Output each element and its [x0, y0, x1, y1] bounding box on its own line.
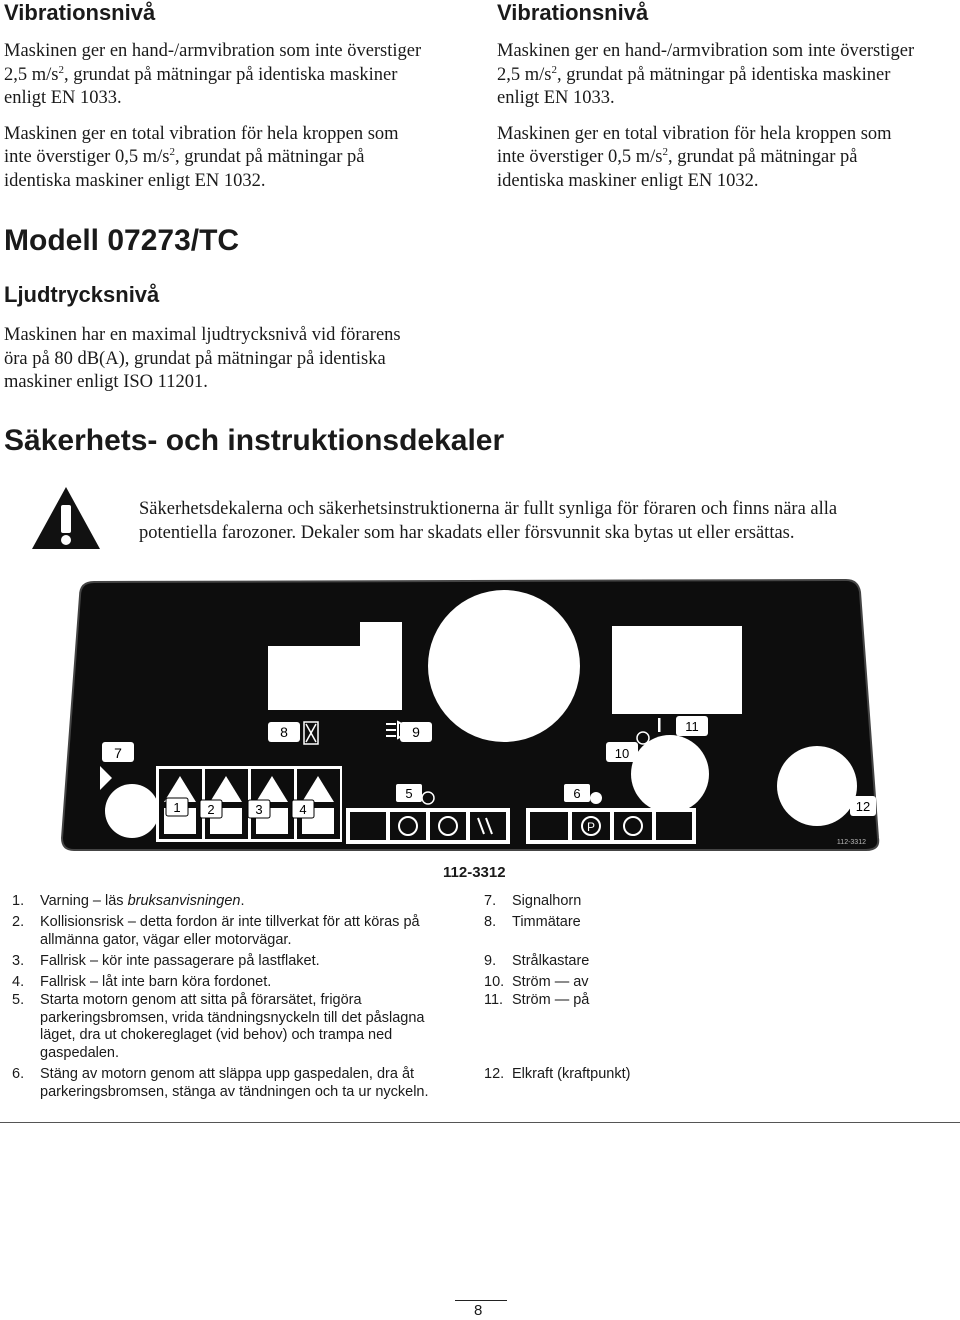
- display-cutout: [612, 626, 742, 714]
- section-heading: Vibrationsnivå: [497, 0, 649, 25]
- svg-text:7: 7: [114, 745, 122, 761]
- stop-instruction-decal: [526, 808, 696, 844]
- superscript: 2: [169, 145, 175, 158]
- svg-text:3: 3: [255, 802, 263, 817]
- text-line: maskiner enligt ISO 11201.: [4, 372, 208, 392]
- warning-triangle-icon: [30, 485, 102, 551]
- svg-text:4: 4: [299, 802, 307, 817]
- item-number: 6.: [12, 1066, 25, 1082]
- text-line: Stäng av motorn genom att släppa upp gaspedalen, dra åt: [40, 1066, 415, 1082]
- list-item: [0, 974, 480, 992]
- svg-text:9: 9: [412, 724, 420, 740]
- item-number: 12.: [484, 1066, 505, 1082]
- list-item: [472, 953, 772, 971]
- text-line: Maskinen har en maximal ljudtrycksnivå vid förarens: [4, 325, 401, 345]
- item-number: 7.: [484, 893, 497, 909]
- gauge-cutout-round: [428, 590, 580, 742]
- svg-text:6: 6: [573, 786, 581, 801]
- callout-5: [396, 784, 422, 802]
- callout-4: [292, 800, 314, 818]
- text-line: enligt EN 1033.: [497, 88, 615, 108]
- item-number: 3.: [12, 953, 25, 969]
- legend-part-number: 112-3312: [443, 864, 506, 881]
- item-text: Strålkastare: [512, 953, 590, 969]
- text-line: enligt EN 1033.: [4, 88, 122, 108]
- text-part: bruksanvisningen: [127, 893, 241, 909]
- svg-text:5: 5: [405, 786, 413, 801]
- item-number: 4.: [12, 974, 25, 990]
- item-text: Signalhorn: [512, 893, 582, 909]
- panel-part-number: 112-3312: [836, 839, 866, 846]
- paragraph: [4, 123, 474, 194]
- callout-6: [564, 784, 590, 802]
- text-line: Maskinen ger en hand-/armvibration som inte överstiger: [497, 41, 915, 61]
- text-line: , grundat på mätningar på identiska maskiner: [63, 64, 398, 85]
- left-vibration-section: [4, 0, 474, 193]
- list-item: [0, 893, 480, 911]
- superscript: 2: [662, 145, 668, 158]
- text-line: Kollisionsrisk – detta fordon är inte tillverkat för att köras på: [40, 914, 420, 930]
- item-text: Ström — på: [512, 992, 590, 1008]
- section-heading: Vibrationsnivå: [4, 0, 156, 25]
- item-number: 1.: [12, 893, 25, 909]
- list-item: [472, 974, 772, 992]
- item-text: [40, 992, 480, 1062]
- callout-2: [200, 800, 222, 818]
- paragraph: [4, 40, 474, 111]
- callout-11: [676, 716, 708, 736]
- model-title: Modell 07273/TC: [4, 224, 240, 257]
- text-line: , grundat på mätningar på: [667, 147, 858, 167]
- list-item: [0, 953, 480, 971]
- model-section: [4, 224, 484, 395]
- list-item: [472, 914, 772, 932]
- item-number: 8.: [484, 914, 497, 930]
- list-item: [0, 914, 480, 949]
- text-line: parkeringsbromsen, stänga av tändningen och ta ur nyckeln.: [40, 1083, 429, 1100]
- callout-1: [166, 798, 188, 816]
- text-line: läget, dra ut chokereglaget (vid behov) och trampa ned: [40, 1027, 393, 1043]
- item-text: [40, 914, 480, 949]
- start-instruction-decal: [346, 808, 510, 844]
- item-text: Ström — av: [512, 974, 589, 990]
- text-line: identiska maskiner enligt EN 1032.: [4, 170, 266, 191]
- text-part: .: [240, 893, 245, 909]
- superscript: 2: [58, 63, 64, 76]
- text-line: parkeringsbromsen, vrida tändningsnyckeln till det påslagna: [40, 1009, 425, 1026]
- svg-text:2: 2: [207, 802, 215, 817]
- paragraph: [4, 324, 484, 395]
- item-number: 5.: [12, 992, 25, 1008]
- decals-intro: [139, 498, 939, 545]
- section-divider: [0, 1122, 960, 1123]
- text-line: allmänna gator, vägar eller motorvägar.: [40, 931, 292, 948]
- item-text: Fallrisk – kör inte passagerare på lastflaket.: [40, 953, 320, 969]
- text-line: Maskinen ger en hand-/armvibration som inte överstiger: [4, 41, 422, 61]
- text-line: identiska maskiner enligt EN 1032.: [497, 170, 759, 191]
- power-on-icon: [658, 718, 661, 732]
- list-item: [472, 992, 772, 1010]
- callout-9: [400, 722, 432, 742]
- list-item: [472, 1066, 772, 1084]
- svg-text:8: 8: [280, 724, 288, 740]
- text-line: , grundat på mätningar på: [174, 147, 365, 167]
- power-socket-cutout: [777, 746, 857, 826]
- list-item: [472, 893, 772, 911]
- text-line: Maskinen ger en total vibration för hela kroppen som: [4, 123, 399, 144]
- stop-icon: [590, 792, 602, 804]
- callout-12: [850, 796, 876, 816]
- item-text: [40, 1066, 480, 1101]
- text-part: Varning – läs: [40, 893, 128, 909]
- list-item: [0, 992, 480, 1062]
- item-text: Fallrisk – låt inte barn köra fordonet.: [40, 974, 272, 990]
- decals-title: Säkerhets- och instruktionsdekaler: [4, 424, 505, 457]
- item-text: Elkraft (kraftpunkt): [512, 1066, 631, 1082]
- svg-text:P: P: [586, 820, 596, 834]
- svg-text:11: 11: [685, 719, 699, 734]
- text-line: , grundat på mätningar på identiska maskiner: [556, 64, 891, 85]
- item-text: [40, 893, 480, 911]
- paragraph: [497, 40, 960, 111]
- item-number: 10.: [484, 974, 505, 990]
- svg-text:1: 1: [173, 800, 181, 815]
- item-number: 2.: [12, 914, 25, 930]
- section-heading: Ljudtrycksnivå: [4, 282, 160, 307]
- list-item: [0, 1066, 480, 1101]
- horn-button-cutout: [105, 784, 159, 838]
- text-line: inte överstiger 0,5 m/s: [4, 147, 170, 167]
- right-vibration-section: [497, 0, 960, 193]
- callout-7: [102, 742, 134, 762]
- superscript: 2: [551, 63, 557, 76]
- switch-cutout: [631, 735, 709, 813]
- callout-3: [248, 800, 270, 818]
- text-line: öra på 80 dB(A), grundat på mätningar på identiska: [4, 348, 386, 369]
- text-line: potentiella farozoner. Dekaler som har skadats eller försvunnit ska bytas ut eller ersättas.: [139, 522, 795, 543]
- text-line: gaspedalen.: [40, 1044, 120, 1061]
- dashboard-decal-panel: [60, 578, 880, 854]
- text-line: 2,5 m/s: [497, 64, 552, 85]
- paragraph: [497, 123, 960, 194]
- text-line: inte överstiger 0,5 m/s: [497, 147, 663, 167]
- item-number: 9.: [484, 953, 497, 969]
- page-number: 8: [474, 1302, 483, 1319]
- text-line: Maskinen ger en total vibration för hela kroppen som: [497, 123, 892, 144]
- callout-10: [606, 742, 638, 762]
- item-text: Timmätare: [512, 914, 581, 930]
- text-line: 2,5 m/s: [4, 64, 59, 85]
- callout-8: [268, 722, 300, 742]
- page-number-rule: [455, 1300, 507, 1301]
- svg-text:12: 12: [855, 799, 871, 814]
- text-line: Säkerhetsdekalerna och säkerhetsinstruktionerna är fullt synliga för föraren och finns nära alla: [139, 499, 838, 519]
- text-line: Starta motorn genom att sitta på förarsätet, frigöra: [40, 992, 362, 1008]
- svg-text:10: 10: [614, 746, 630, 761]
- item-number: 11.: [484, 992, 504, 1008]
